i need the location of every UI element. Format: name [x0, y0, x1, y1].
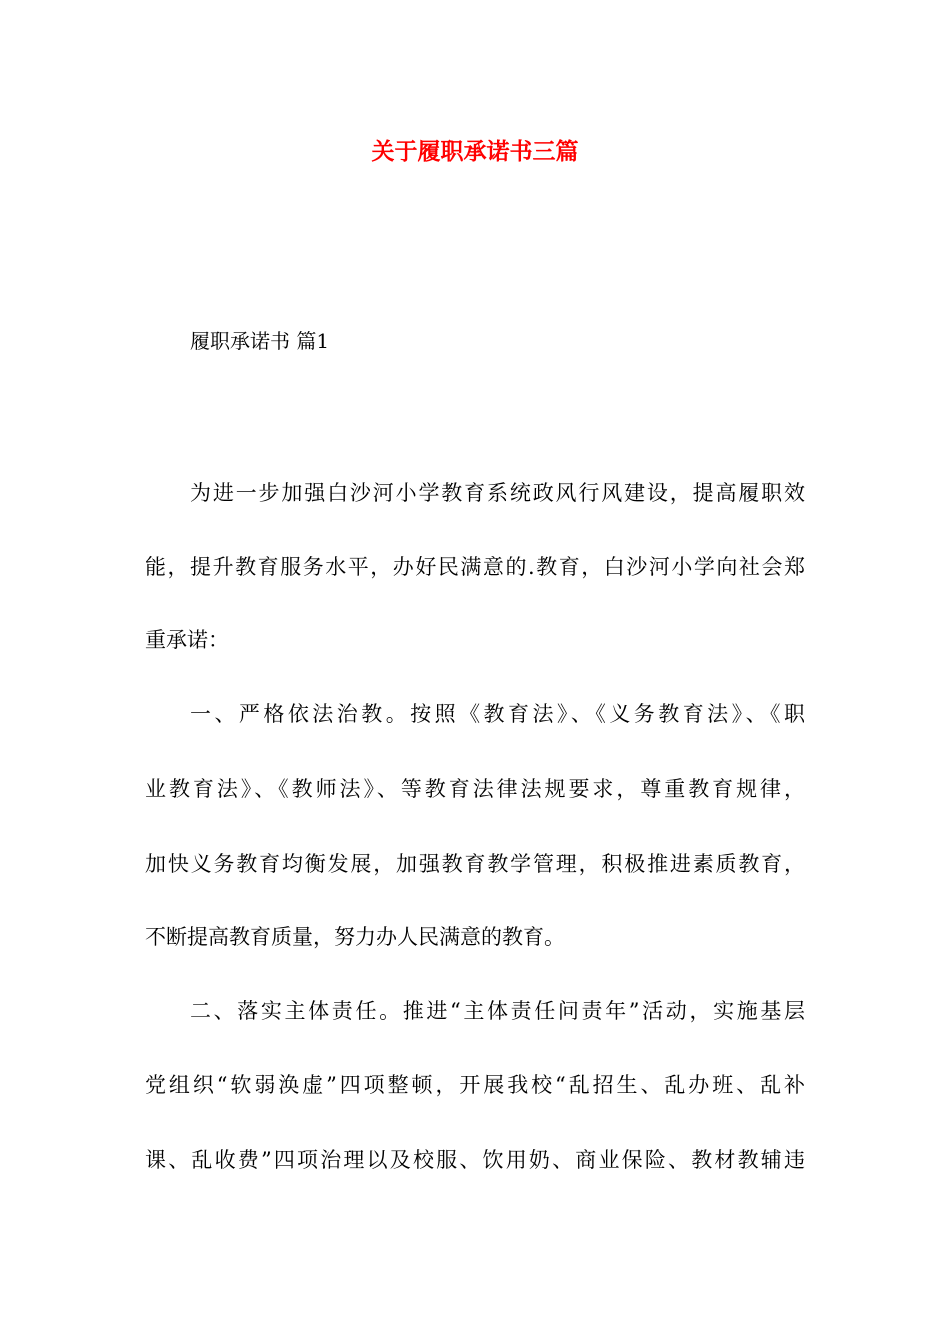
- paragraph-line: 二、落实主体责任。推进“主体责任问责年”活动，实施基层: [190, 999, 805, 1023]
- paragraph-line: 不断提高教育质量，努力办人民满意的教育。: [145, 925, 565, 949]
- paragraph-line: 业教育法》、《教师法》、等教育法律法规要求，尊重教育规律，: [145, 777, 805, 801]
- paragraph-line: 党组织“软弱涣虚”四项整顿，开展我校“乱招生、乱办班、乱补: [145, 1073, 805, 1097]
- paragraph-line: 重承诺：: [145, 628, 229, 652]
- paragraph-line: 为进一步加强白沙河小学教育系统政风行风建设，提高履职效: [190, 481, 805, 505]
- paragraph-line: 能，提升教育服务水平，办好民满意的.教育，白沙河小学向社会郑: [145, 555, 805, 579]
- paragraph-line: 一、严格依法治教。按照《教育法》、《义务教育法》、《职: [190, 702, 805, 726]
- section-heading: 履职承诺书 篇1: [190, 329, 330, 353]
- paragraph-line: 课、乱收费”四项治理以及校服、饮用奶、商业保险、教材教辅违: [145, 1148, 805, 1172]
- paragraph-line: 加快义务教育均衡发展，加强教育教学管理，积极推进素质教育，: [145, 852, 805, 876]
- document-title: 关于履职承诺书三篇: [371, 138, 579, 165]
